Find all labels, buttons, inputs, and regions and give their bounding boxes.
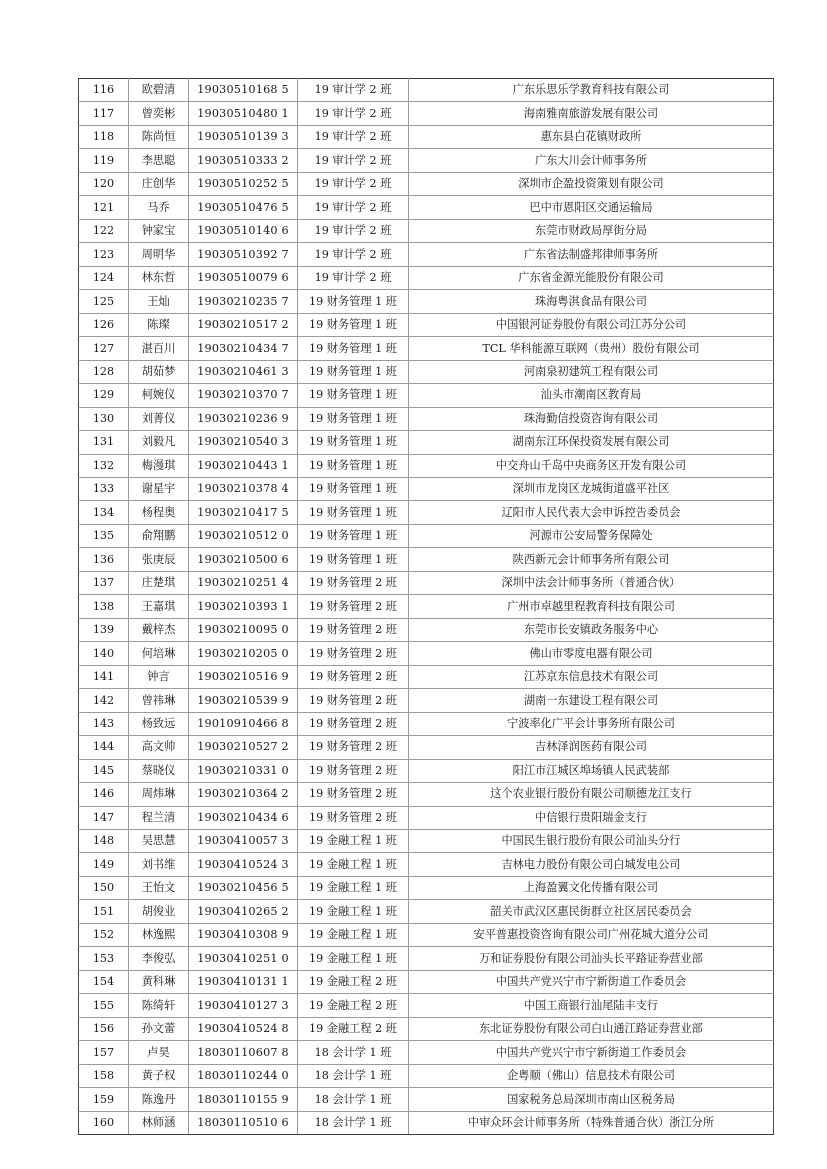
cell-sequence: 149 xyxy=(79,853,129,876)
cell-student-name: 杨程奥 xyxy=(129,501,189,524)
cell-student-name: 曾祎琳 xyxy=(129,689,189,712)
cell-class: 19 财务管理 1 班 xyxy=(298,337,409,360)
cell-class: 19 财务管理 1 班 xyxy=(298,524,409,547)
cell-student-name: 黄子权 xyxy=(129,1064,189,1087)
cell-sequence: 154 xyxy=(79,970,129,993)
cell-sequence: 151 xyxy=(79,900,129,923)
cell-unit-name: 湖南一东建设工程有限公司 xyxy=(409,689,774,712)
table-row xyxy=(79,994,774,1017)
table-row xyxy=(79,243,774,266)
cell-student-name: 马乔 xyxy=(129,196,189,219)
cell-student-name: 程兰清 xyxy=(129,806,189,829)
cell-class: 19 财务管理 1 班 xyxy=(298,313,409,336)
cell-class: 19 财务管理 2 班 xyxy=(298,595,409,618)
cell-sequence: 139 xyxy=(79,618,129,641)
table-row xyxy=(79,642,774,665)
table-row xyxy=(79,337,774,360)
cell-student-id: 19030210393 1 xyxy=(189,595,298,618)
cell-unit-name: 企粤顺（佛山）信息技术有限公司 xyxy=(409,1064,774,1087)
cell-student-name: 林东哲 xyxy=(129,266,189,289)
cell-student-name: 庄创华 xyxy=(129,172,189,195)
cell-class: 19 财务管理 2 班 xyxy=(298,618,409,641)
cell-unit-name: 海南雅南旅游发展有限公司 xyxy=(409,102,774,125)
cell-class: 19 金融工程 2 班 xyxy=(298,1017,409,1040)
table-row xyxy=(79,1041,774,1064)
cell-class: 19 财务管理 2 班 xyxy=(298,642,409,665)
cell-sequence: 118 xyxy=(79,125,129,148)
cell-student-name: 杨致远 xyxy=(129,712,189,735)
cell-unit-name: 辽阳市人民代表大会申诉控告委员会 xyxy=(409,501,774,524)
cell-student-name: 胡俊业 xyxy=(129,900,189,923)
cell-student-name: 刘毅凡 xyxy=(129,431,189,454)
cell-student-name: 周明华 xyxy=(129,243,189,266)
cell-student-name: 林逸熙 xyxy=(129,923,189,946)
table-row xyxy=(79,477,774,500)
cell-unit-name: 河源市公安局警务保障处 xyxy=(409,524,774,547)
cell-student-name: 李俊弘 xyxy=(129,947,189,970)
cell-sequence: 128 xyxy=(79,360,129,383)
cell-student-id: 19030210417 5 xyxy=(189,501,298,524)
cell-unit-name: 东莞市长安镇政务服务中心 xyxy=(409,618,774,641)
table-row xyxy=(79,712,774,735)
cell-student-name: 何培琳 xyxy=(129,642,189,665)
cell-unit-name: 巴中市恩阳区交通运输局 xyxy=(409,196,774,219)
cell-sequence: 156 xyxy=(79,1017,129,1040)
cell-unit-name: 中信银行贵阳瑞金支行 xyxy=(409,806,774,829)
cell-student-name: 谢星宇 xyxy=(129,477,189,500)
table-row xyxy=(79,384,774,407)
cell-sequence: 145 xyxy=(79,759,129,782)
cell-student-name: 湛百川 xyxy=(129,337,189,360)
cell-sequence: 152 xyxy=(79,923,129,946)
cell-class: 19 审计学 2 班 xyxy=(298,172,409,195)
cell-unit-name: 广州市卓越里程教育科技有限公司 xyxy=(409,595,774,618)
cell-student-name: 高文帅 xyxy=(129,736,189,759)
cell-sequence: 116 xyxy=(79,79,129,102)
table-row xyxy=(79,431,774,454)
cell-class: 19 财务管理 1 班 xyxy=(298,360,409,383)
cell-class: 19 财务管理 2 班 xyxy=(298,689,409,712)
cell-class: 19 财务管理 1 班 xyxy=(298,431,409,454)
cell-student-id: 19030410524 8 xyxy=(189,1017,298,1040)
table-row xyxy=(79,783,774,806)
table-row xyxy=(79,970,774,993)
cell-student-name: 黄科琳 xyxy=(129,970,189,993)
cell-student-name: 刘菁仪 xyxy=(129,407,189,430)
cell-class: 19 审计学 2 班 xyxy=(298,219,409,242)
cell-sequence: 143 xyxy=(79,712,129,735)
cell-class: 18 会计学 1 班 xyxy=(298,1041,409,1064)
cell-class: 19 审计学 2 班 xyxy=(298,125,409,148)
cell-student-name: 王嘉琪 xyxy=(129,595,189,618)
cell-sequence: 160 xyxy=(79,1111,129,1134)
cell-unit-name: 广东大川会计师事务所 xyxy=(409,149,774,172)
cell-student-id: 19030210443 1 xyxy=(189,454,298,477)
cell-student-id: 19030210527 2 xyxy=(189,736,298,759)
table-row xyxy=(79,79,774,102)
cell-class: 19 金融工程 1 班 xyxy=(298,900,409,923)
cell-student-id: 18030110155 9 xyxy=(189,1088,298,1111)
cell-student-id: 19030210236 9 xyxy=(189,407,298,430)
table-row xyxy=(79,1017,774,1040)
cell-class: 19 财务管理 2 班 xyxy=(298,783,409,806)
cell-student-name: 周炜琳 xyxy=(129,783,189,806)
table-row xyxy=(79,548,774,571)
cell-sequence: 147 xyxy=(79,806,129,829)
cell-sequence: 125 xyxy=(79,290,129,313)
cell-sequence: 138 xyxy=(79,595,129,618)
cell-student-name: 李思聪 xyxy=(129,149,189,172)
cell-class: 19 财务管理 1 班 xyxy=(298,454,409,477)
cell-unit-name: 中国银河证券股份有限公司江苏分公司 xyxy=(409,313,774,336)
cell-unit-name: 宁波率化广平会计事务所有限公司 xyxy=(409,712,774,735)
cell-unit-name: 吉林电力股份有限公司白城发电公司 xyxy=(409,853,774,876)
cell-unit-name: 中国共产党兴宁市宁新街道工作委员会 xyxy=(409,1041,774,1064)
cell-unit-name: 广东省法制盛邦律师事务所 xyxy=(409,243,774,266)
cell-student-name: 梅漫琪 xyxy=(129,454,189,477)
cell-student-id: 19030510333 2 xyxy=(189,149,298,172)
cell-student-name: 刘书维 xyxy=(129,853,189,876)
cell-sequence: 141 xyxy=(79,665,129,688)
cell-student-id: 19030210251 4 xyxy=(189,571,298,594)
table-row xyxy=(79,947,774,970)
table-row xyxy=(79,1111,774,1134)
cell-student-id: 19030210331 0 xyxy=(189,759,298,782)
cell-unit-name: 吉林泽润医药有限公司 xyxy=(409,736,774,759)
cell-class: 19 财务管理 2 班 xyxy=(298,665,409,688)
table-row xyxy=(79,149,774,172)
cell-student-id: 19030210434 7 xyxy=(189,337,298,360)
cell-unit-name: 中审众环会计师事务所（特殊普通合伙）浙江分所 xyxy=(409,1111,774,1134)
table-row xyxy=(79,830,774,853)
cell-class: 19 金融工程 2 班 xyxy=(298,994,409,1017)
table-row xyxy=(79,618,774,641)
table-row xyxy=(79,806,774,829)
cell-student-id: 18030110607 8 xyxy=(189,1041,298,1064)
cell-unit-name: 中国共产党兴宁市宁新街道工作委员会 xyxy=(409,970,774,993)
cell-student-name: 王灿 xyxy=(129,290,189,313)
cell-sequence: 121 xyxy=(79,196,129,219)
cell-sequence: 124 xyxy=(79,266,129,289)
cell-student-id: 19030210370 7 xyxy=(189,384,298,407)
cell-unit-name: 佛山市零度电器有限公司 xyxy=(409,642,774,665)
table-row xyxy=(79,759,774,782)
table-row xyxy=(79,923,774,946)
cell-sequence: 126 xyxy=(79,313,129,336)
cell-class: 19 财务管理 2 班 xyxy=(298,759,409,782)
cell-student-id: 19030410308 9 xyxy=(189,923,298,946)
cell-unit-name: 陕西新元会计师事务所有限公司 xyxy=(409,548,774,571)
table-row xyxy=(79,571,774,594)
cell-student-name: 曾奕彬 xyxy=(129,102,189,125)
cell-student-id: 19030510079 6 xyxy=(189,266,298,289)
cell-class: 19 财务管理 2 班 xyxy=(298,806,409,829)
table-row xyxy=(79,689,774,712)
cell-sequence: 117 xyxy=(79,102,129,125)
cell-student-id: 19030510480 1 xyxy=(189,102,298,125)
cell-sequence: 144 xyxy=(79,736,129,759)
cell-student-id: 19030410057 3 xyxy=(189,830,298,853)
cell-student-name: 陈尚恒 xyxy=(129,125,189,148)
cell-unit-name: 韶关市武汉区惠民街群立社区居民委员会 xyxy=(409,900,774,923)
cell-sequence: 153 xyxy=(79,947,129,970)
cell-sequence: 155 xyxy=(79,994,129,1017)
table-row xyxy=(79,102,774,125)
cell-sequence: 133 xyxy=(79,477,129,500)
table-row xyxy=(79,196,774,219)
cell-student-name: 陈绮轩 xyxy=(129,994,189,1017)
cell-class: 19 金融工程 1 班 xyxy=(298,853,409,876)
cell-class: 19 财务管理 1 班 xyxy=(298,548,409,571)
cell-unit-name: 深圳市龙岗区龙城街道盛平社区 xyxy=(409,477,774,500)
table-row xyxy=(79,1088,774,1111)
cell-student-id: 19030410131 1 xyxy=(189,970,298,993)
cell-sequence: 136 xyxy=(79,548,129,571)
cell-student-name: 欧碧清 xyxy=(129,79,189,102)
cell-student-name: 庄楚琪 xyxy=(129,571,189,594)
cell-unit-name: 这个农业银行股份有限公司顺德龙江支行 xyxy=(409,783,774,806)
cell-class: 18 会计学 1 班 xyxy=(298,1088,409,1111)
cell-class: 19 审计学 2 班 xyxy=(298,102,409,125)
cell-sequence: 137 xyxy=(79,571,129,594)
cell-unit-name: 万和证券股份有限公司汕头长平路证券营业部 xyxy=(409,947,774,970)
cell-student-name: 张庚辰 xyxy=(129,548,189,571)
cell-student-id: 19030210378 4 xyxy=(189,477,298,500)
cell-student-name: 胡茹梦 xyxy=(129,360,189,383)
cell-class: 19 审计学 2 班 xyxy=(298,266,409,289)
cell-student-id: 19030210235 7 xyxy=(189,290,298,313)
cell-sequence: 134 xyxy=(79,501,129,524)
cell-student-id: 19030210500 6 xyxy=(189,548,298,571)
table-row xyxy=(79,407,774,430)
cell-student-id: 19030510140 6 xyxy=(189,219,298,242)
cell-class: 19 财务管理 2 班 xyxy=(298,736,409,759)
cell-class: 19 财务管理 1 班 xyxy=(298,290,409,313)
cell-unit-name: 阳江市江城区埠场镇人民武装部 xyxy=(409,759,774,782)
cell-student-id: 19030210539 9 xyxy=(189,689,298,712)
cell-student-name: 钟言 xyxy=(129,665,189,688)
cell-sequence: 129 xyxy=(79,384,129,407)
cell-student-id: 19030210516 9 xyxy=(189,665,298,688)
cell-unit-name: 广东乐思乐学教育科技有限公司 xyxy=(409,79,774,102)
cell-sequence: 119 xyxy=(79,149,129,172)
cell-class: 19 金融工程 1 班 xyxy=(298,947,409,970)
cell-student-id: 19010910466 8 xyxy=(189,712,298,735)
cell-student-id: 19030210456 5 xyxy=(189,876,298,899)
cell-student-name: 陈璨 xyxy=(129,313,189,336)
cell-student-id: 19030410251 0 xyxy=(189,947,298,970)
cell-sequence: 120 xyxy=(79,172,129,195)
cell-class: 19 财务管理 2 班 xyxy=(298,571,409,594)
cell-student-id: 19030510168 5 xyxy=(189,79,298,102)
table-row xyxy=(79,665,774,688)
cell-student-id: 19030210512 0 xyxy=(189,524,298,547)
table-row xyxy=(79,524,774,547)
cell-class: 19 金融工程 1 班 xyxy=(298,923,409,946)
cell-class: 19 审计学 2 班 xyxy=(298,149,409,172)
cell-student-id: 18030110510 6 xyxy=(189,1111,298,1134)
cell-student-id: 19030210461 3 xyxy=(189,360,298,383)
cell-sequence: 142 xyxy=(79,689,129,712)
cell-class: 19 财务管理 1 班 xyxy=(298,477,409,500)
table-row xyxy=(79,125,774,148)
cell-class: 19 财务管理 1 班 xyxy=(298,384,409,407)
table-body xyxy=(79,79,774,1135)
cell-sequence: 150 xyxy=(79,876,129,899)
cell-unit-name: 江苏京东信息技术有限公司 xyxy=(409,665,774,688)
cell-class: 19 财务管理 2 班 xyxy=(298,712,409,735)
cell-unit-name: 安平普惠投资咨询有限公司广州花城大道分公司 xyxy=(409,923,774,946)
cell-student-id: 19030510476 5 xyxy=(189,196,298,219)
student-roster-table xyxy=(78,78,774,1135)
cell-student-name: 俞翔鹏 xyxy=(129,524,189,547)
table-row xyxy=(79,290,774,313)
table-row xyxy=(79,172,774,195)
cell-unit-name: 中国民生银行股份有限公司汕头分行 xyxy=(409,830,774,853)
cell-unit-name: 国家税务总局深圳市南山区税务局 xyxy=(409,1088,774,1111)
table-row xyxy=(79,360,774,383)
cell-unit-name: 深圳市企盈投资策划有限公司 xyxy=(409,172,774,195)
cell-unit-name: 珠海粤淇食品有限公司 xyxy=(409,290,774,313)
cell-unit-name: 广东省金源光能股份有限公司 xyxy=(409,266,774,289)
cell-sequence: 146 xyxy=(79,783,129,806)
cell-unit-name: 中国工商银行汕尾陆丰支行 xyxy=(409,994,774,1017)
cell-student-id: 19030410524 3 xyxy=(189,853,298,876)
cell-student-id: 19030210205 0 xyxy=(189,642,298,665)
cell-sequence: 159 xyxy=(79,1088,129,1111)
cell-class: 18 会计学 1 班 xyxy=(298,1064,409,1087)
cell-student-name: 陈逸丹 xyxy=(129,1088,189,1111)
cell-class: 18 会计学 1 班 xyxy=(298,1111,409,1134)
cell-student-id: 19030210540 3 xyxy=(189,431,298,454)
table-row xyxy=(79,900,774,923)
cell-student-name: 柯婉仪 xyxy=(129,384,189,407)
cell-student-id: 19030410265 2 xyxy=(189,900,298,923)
cell-unit-name: 珠海勤信投资咨询有限公司 xyxy=(409,407,774,430)
cell-student-id: 19030410127 3 xyxy=(189,994,298,1017)
cell-student-name: 孙文蕾 xyxy=(129,1017,189,1040)
cell-student-id: 18030110244 0 xyxy=(189,1064,298,1087)
cell-student-id: 19030510139 3 xyxy=(189,125,298,148)
table-row xyxy=(79,454,774,477)
cell-sequence: 157 xyxy=(79,1041,129,1064)
cell-sequence: 148 xyxy=(79,830,129,853)
cell-unit-name: 中交舟山千岛中央商务区开发有限公司 xyxy=(409,454,774,477)
table-row xyxy=(79,853,774,876)
cell-unit-name: 汕头市潮南区教育局 xyxy=(409,384,774,407)
cell-student-name: 戴梓杰 xyxy=(129,618,189,641)
cell-student-id: 19030210095 0 xyxy=(189,618,298,641)
cell-class: 19 财务管理 1 班 xyxy=(298,501,409,524)
cell-unit-name: TCL 华科能源互联网（贵州）股份有限公司 xyxy=(409,337,774,360)
cell-unit-name: 河南泉初建筑工程有限公司 xyxy=(409,360,774,383)
cell-student-name: 蔡晓仪 xyxy=(129,759,189,782)
cell-student-id: 19030510392 7 xyxy=(189,243,298,266)
cell-student-id: 19030210364 2 xyxy=(189,783,298,806)
cell-unit-name: 东莞市财政局厚街分局 xyxy=(409,219,774,242)
cell-student-name: 林师涵 xyxy=(129,1111,189,1134)
cell-sequence: 131 xyxy=(79,431,129,454)
cell-sequence: 132 xyxy=(79,454,129,477)
cell-student-name: 钟家宝 xyxy=(129,219,189,242)
cell-student-id: 19030210434 6 xyxy=(189,806,298,829)
table-row xyxy=(79,876,774,899)
table-row xyxy=(79,501,774,524)
table-row xyxy=(79,595,774,618)
cell-sequence: 127 xyxy=(79,337,129,360)
table-row xyxy=(79,266,774,289)
cell-unit-name: 湖南东江环保投资发展有限公司 xyxy=(409,431,774,454)
cell-class: 19 金融工程 1 班 xyxy=(298,876,409,899)
cell-class: 19 审计学 2 班 xyxy=(298,196,409,219)
table-row xyxy=(79,313,774,336)
cell-unit-name: 上海盈翼文化传播有限公司 xyxy=(409,876,774,899)
cell-student-name: 王怡文 xyxy=(129,876,189,899)
table-row xyxy=(79,736,774,759)
cell-student-name: 吴思慧 xyxy=(129,830,189,853)
cell-sequence: 122 xyxy=(79,219,129,242)
cell-class: 19 财务管理 1 班 xyxy=(298,407,409,430)
cell-unit-name: 深圳中法会计师事务所（普通合伙） xyxy=(409,571,774,594)
cell-class: 19 审计学 2 班 xyxy=(298,243,409,266)
cell-sequence: 140 xyxy=(79,642,129,665)
cell-sequence: 135 xyxy=(79,524,129,547)
cell-class: 19 金融工程 2 班 xyxy=(298,970,409,993)
cell-class: 19 金融工程 1 班 xyxy=(298,830,409,853)
cell-student-id: 19030210517 2 xyxy=(189,313,298,336)
cell-student-name: 卢昊 xyxy=(129,1041,189,1064)
table-row xyxy=(79,219,774,242)
cell-unit-name: 惠东县白花镇财政所 xyxy=(409,125,774,148)
cell-sequence: 158 xyxy=(79,1064,129,1087)
cell-class: 19 审计学 2 班 xyxy=(298,79,409,102)
cell-student-id: 19030510252 5 xyxy=(189,172,298,195)
cell-sequence: 130 xyxy=(79,407,129,430)
cell-sequence: 123 xyxy=(79,243,129,266)
table-row xyxy=(79,1064,774,1087)
cell-unit-name: 东北证券股份有限公司白山通江路证券营业部 xyxy=(409,1017,774,1040)
